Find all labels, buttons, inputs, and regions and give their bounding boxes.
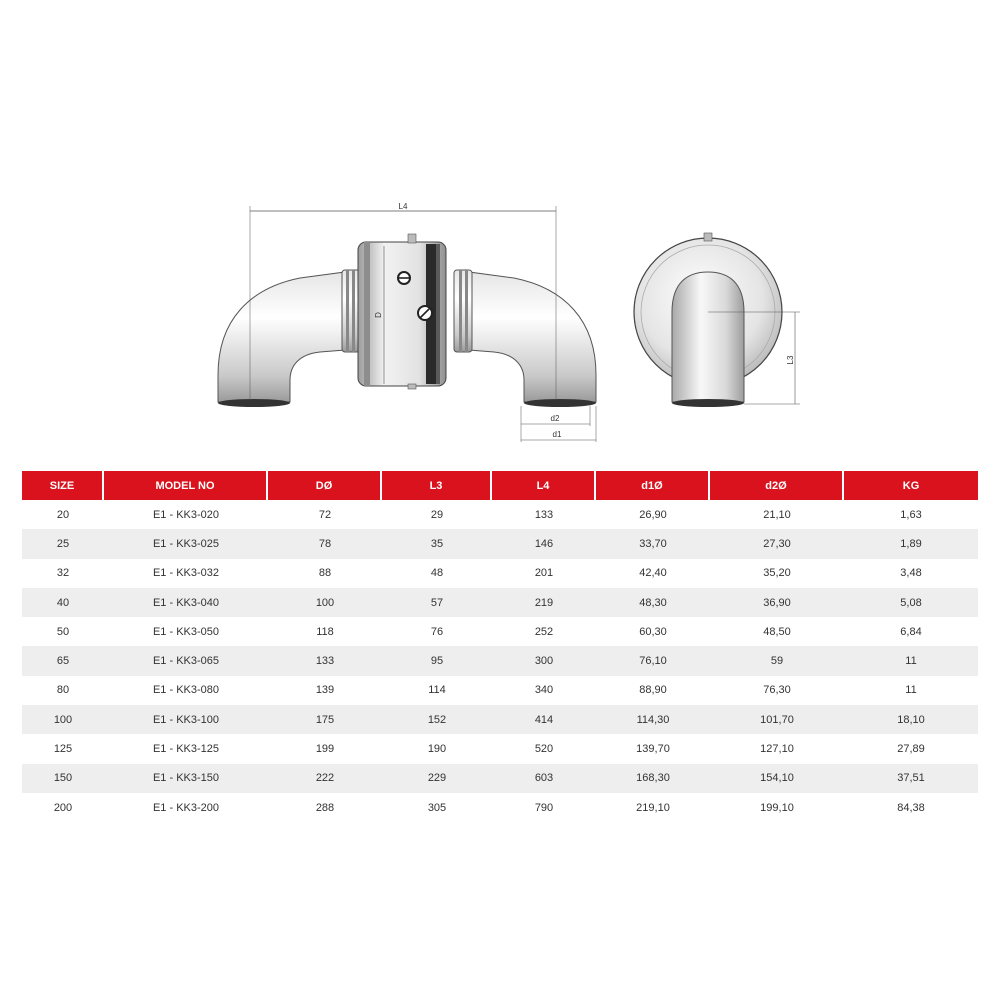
table-row — [22, 500, 978, 529]
table-cell: 340 — [534, 684, 554, 697]
table-cell: 152 — [382, 705, 492, 734]
dim-label-d1: d1 — [552, 430, 562, 439]
table-cell: E1 - KK3-200 — [152, 801, 220, 814]
table-cell: 133 — [268, 646, 382, 675]
dim-label-l4: L4 — [398, 202, 408, 211]
table-cell: 42,40 — [639, 567, 667, 580]
column-header: KG — [844, 471, 978, 500]
table-row — [22, 529, 978, 558]
column-header: L4 — [492, 471, 596, 500]
product-drawing — [0, 0, 1000, 460]
table-cell: 603 — [492, 764, 596, 793]
table-cell: 229 — [382, 764, 492, 793]
table-cell: 100 — [22, 705, 104, 734]
left-bend-pipe — [218, 272, 345, 402]
table-cell: 5,08 — [844, 588, 978, 617]
table-cell: 101,70 — [710, 705, 844, 734]
table-cell: 65 — [22, 646, 104, 675]
table-row — [22, 764, 978, 793]
table-row — [22, 646, 978, 675]
table-cell: 48 — [430, 567, 444, 580]
table-cell: 21,10 — [763, 508, 791, 521]
table-cell: 40 — [22, 588, 104, 617]
side-view — [634, 233, 800, 407]
table-cell: 11 — [905, 684, 917, 697]
table-cell: 32 — [56, 567, 70, 580]
table-cell: 3,48 — [900, 567, 922, 580]
table-cell: 1,63 — [900, 508, 922, 521]
table-cell: 139 — [315, 684, 335, 697]
table-cell: 414 — [492, 705, 596, 734]
table-cell: 27,30 — [710, 529, 844, 558]
table-cell: 80 — [56, 684, 70, 697]
table-cell: 60,30 — [639, 625, 667, 638]
table-cell: E1 - KK3-040 — [104, 588, 268, 617]
table-cell: 33,70 — [596, 529, 710, 558]
table-cell: 201 — [534, 567, 554, 580]
table-cell: 288 — [315, 801, 335, 814]
table-cell: E1 - KK3-050 — [152, 625, 220, 638]
table-cell: 150 — [22, 764, 104, 793]
table-cell: 88,90 — [639, 684, 667, 697]
table-cell: 76 — [430, 625, 444, 638]
table-cell: 127,10 — [760, 743, 794, 756]
table-cell: 154,10 — [710, 764, 844, 793]
front-view — [218, 202, 596, 442]
table-cell: 139,70 — [636, 743, 670, 756]
side-pipe — [672, 272, 744, 402]
table-cell: 76,30 — [763, 684, 791, 697]
table-cell: 29 — [430, 508, 444, 521]
table-cell: 27,89 — [897, 743, 925, 756]
table-row — [22, 559, 978, 588]
table-cell: 114,30 — [596, 705, 710, 734]
table-cell: 520 — [534, 743, 554, 756]
table-cell: 57 — [382, 588, 492, 617]
table-cell: E1 - KK3-065 — [104, 646, 268, 675]
table-row — [22, 793, 978, 822]
table-cell: 125 — [53, 743, 73, 756]
table-cell: 199 — [315, 743, 335, 756]
table-cell: 78 — [268, 529, 382, 558]
table-cell: 1,89 — [844, 529, 978, 558]
table-cell: 219,10 — [636, 801, 670, 814]
table-cell: 95 — [382, 646, 492, 675]
table-cell: 790 — [534, 801, 554, 814]
table-cell: 36,90 — [710, 588, 844, 617]
table-cell: 100 — [268, 588, 382, 617]
table-header-row — [22, 471, 978, 500]
column-header: d1Ø — [596, 471, 710, 500]
table-cell: E1 - KK3-125 — [152, 743, 220, 756]
table-row — [22, 588, 978, 617]
dim-label-l3: L3 — [786, 355, 795, 365]
table-cell: 26,90 — [639, 508, 667, 521]
table-cell: 35,20 — [763, 567, 791, 580]
table-row — [22, 705, 978, 734]
table-cell: E1 - KK3-080 — [152, 684, 220, 697]
table-cell: 300 — [492, 646, 596, 675]
column-header: MODEL NO — [104, 471, 268, 500]
table-cell: 118 — [316, 625, 334, 638]
table-cell: 252 — [534, 625, 554, 638]
table-cell: 50 — [56, 625, 70, 638]
table-cell: 305 — [427, 801, 447, 814]
table-cell: 72 — [318, 508, 332, 521]
table-cell: 88 — [318, 567, 332, 580]
dim-label-d: D — [374, 312, 383, 318]
table-cell: 76,10 — [596, 646, 710, 675]
table-cell: E1 - KK3-150 — [104, 764, 268, 793]
table-cell: 48,30 — [596, 588, 710, 617]
table-cell: 18,10 — [844, 705, 978, 734]
table-cell: 199,10 — [760, 801, 794, 814]
table-cell: 35 — [382, 529, 492, 558]
table-cell: 20 — [56, 508, 70, 521]
right-bend-pipe — [469, 272, 596, 402]
table-cell: 219 — [492, 588, 596, 617]
table-cell: E1 - KK3-025 — [104, 529, 268, 558]
table-cell: 59 — [710, 646, 844, 675]
column-header: DØ — [268, 471, 382, 500]
table-cell: 133 — [534, 508, 554, 521]
table-row — [22, 676, 978, 705]
column-header: d2Ø — [710, 471, 844, 500]
column-header: SIZE — [22, 471, 104, 500]
table-cell: 25 — [22, 529, 104, 558]
table-cell: 84,38 — [897, 801, 925, 814]
table-cell: E1 - KK3-032 — [152, 567, 220, 580]
table-cell: 114 — [428, 684, 446, 697]
table-cell: 168,30 — [596, 764, 710, 793]
column-header: L3 — [382, 471, 492, 500]
table-cell: 222 — [268, 764, 382, 793]
table-cell: 6,84 — [900, 625, 922, 638]
table-cell: E1 - KK3-020 — [152, 508, 220, 521]
table-row — [22, 734, 978, 763]
table-cell: 11 — [844, 646, 978, 675]
table-cell: 190 — [427, 743, 447, 756]
table-cell: 146 — [492, 529, 596, 558]
spec-table — [22, 471, 978, 822]
table-cell: 175 — [268, 705, 382, 734]
table-cell: 48,50 — [763, 625, 791, 638]
table-row — [22, 617, 978, 646]
dim-label-d2: d2 — [550, 414, 560, 423]
table-cell: E1 - KK3-100 — [104, 705, 268, 734]
table-cell: 200 — [53, 801, 73, 814]
table-cell: 37,51 — [844, 764, 978, 793]
